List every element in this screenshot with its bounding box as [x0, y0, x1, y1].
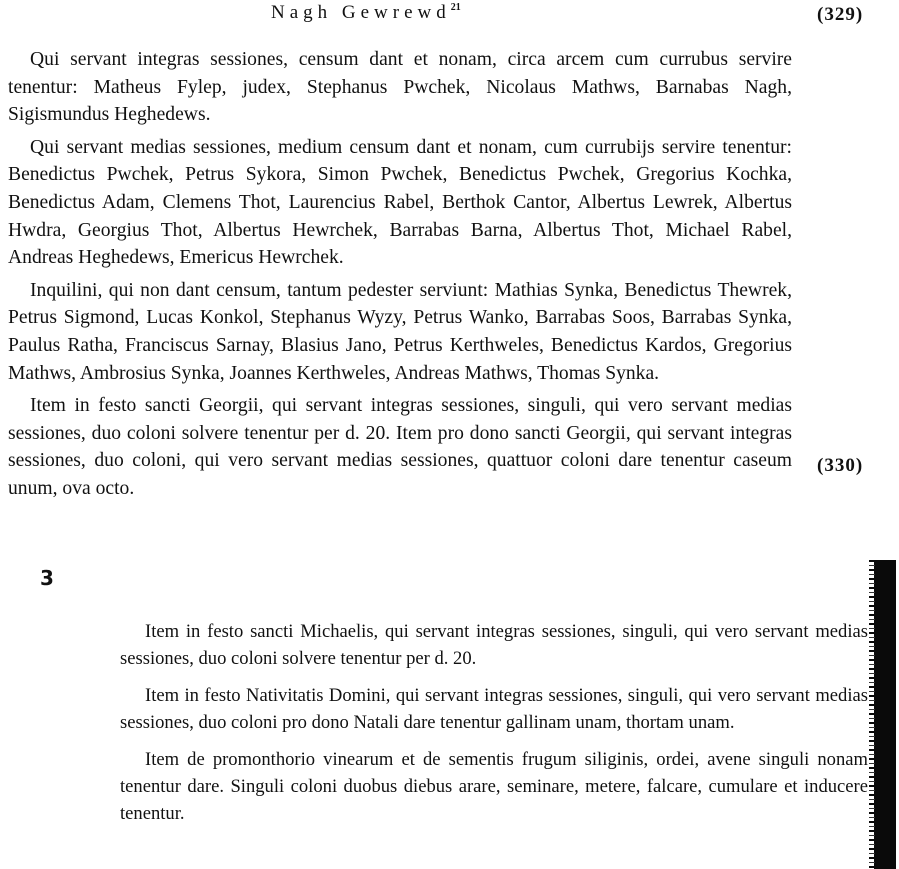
lower-text-block: [120, 618, 868, 837]
page-title: Nagh Gewrewd: [271, 2, 451, 23]
upper-text-block: [8, 46, 792, 507]
paragraph-inquilini: Inquilini, qui non dant censum, tantum pedester serviunt: Mathias Synka, Benedictus Thewrek, Petrus Sigmond, Lucas Konkol, Stephanus Wyzy, Petrus Wanko, Barrabas Soos, Barrabas Synka, Paulus Ratha, Franciscus Sarnay, Blasius Jano, Petrus Kerthweles, Benedictus Kardos, Gregorius Mathws, Ambrosius Synka, Joannes Kerthweles, Andreas Mathws, Thomas Synka.: [8, 279, 792, 384]
paragraph-promonthorio: Item de promonthorio vinearum et de sementis frugum siliginis, ordei, avene singuli nonam tenentur dare. Singuli coloni duobus diebus arare, seminare, metere, falcare, cumulare et inducere tenentur.: [120, 748, 868, 825]
running-head: [271, 2, 461, 24]
paragraph-medias: Qui servant medias sessiones, medium censum dant et nonam, cum currubijs servire tenentur: Benedictus Pwchek, Petrus Sykora, Simon Pwchek, Benedictus Pwchek, Gregorius Kochka, Benedictus Adam, Clemens Thot, Laurencius Rabel, Berthok Cantor, Albertus Lewrek, Albertus Hwdra, Georgius Thot, Albertus Hewrchek, Barrabas Barna, Albertus Thot, Michael Rabel, Andreas Heghedews, Emericus Hewrchek.: [8, 136, 792, 269]
page-marker-330: (330): [817, 455, 864, 476]
section-number: 3: [40, 566, 54, 590]
scan-border-shadow: [874, 560, 896, 869]
paragraph-michaelis: Item in festo sancti Michaelis, qui servant integras sessiones, singuli, qui vero servant medias sessiones, duo coloni solvere tenentur per d. 20.: [120, 621, 868, 670]
paragraph-georgii: Item in festo sancti Georgii, qui servant integras sessiones, singuli, qui vero servant medias sessiones, duo coloni solvere tenentur per d. 20. Item pro dono sancti Georgii, qui servant integras sessiones, duo coloni, qui vero servant medias sessiones, quattuor coloni dare tenentur caseum unum, ova octo.: [8, 395, 792, 499]
page-marker-329: (329): [817, 4, 864, 25]
paragraph-nativitatis: Item in festo Nativitatis Domini, qui servant integras sessiones, singuli, qui vero servant medias sessiones, duo coloni pro dono Natali dare tenentur gallinam unam, thortam unam.: [120, 684, 868, 734]
footnote-reference: 21: [450, 2, 461, 13]
paragraph-integras: Qui servant integras sessiones, censum dant et nonam, circa arcem cum currubus servire tenentur: Matheus Fylep, judex, Stephanus Pwchek, Nicolaus Mathws, Barnabas Nagh, Sigismundus Heghedews.: [8, 49, 792, 126]
